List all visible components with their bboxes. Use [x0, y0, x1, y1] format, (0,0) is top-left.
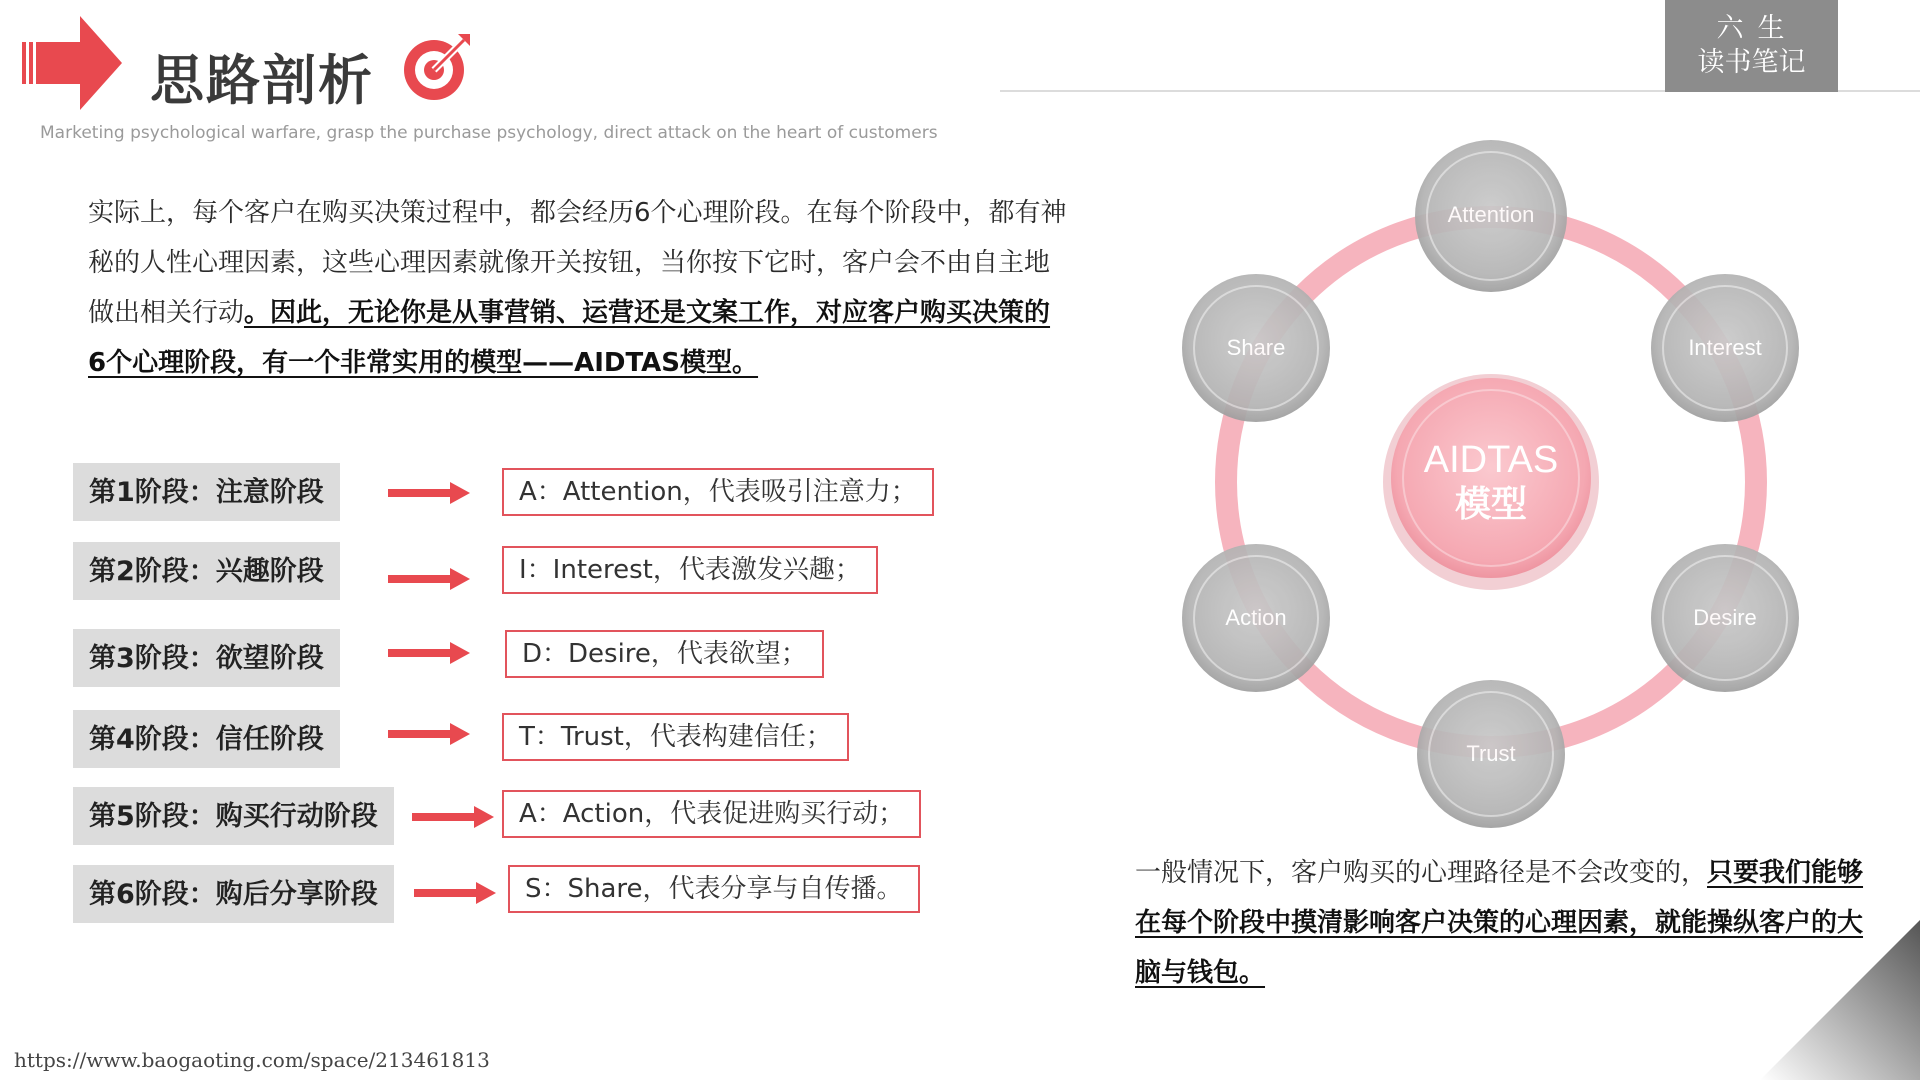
right-arrow-icon [388, 482, 470, 504]
stage-label-5: 第5阶段：购买行动阶段 [73, 787, 394, 845]
conclusion-paragraph [1135, 848, 1865, 998]
stage-desc-5: A：Action，代表促进购买行动； [502, 790, 921, 838]
right-arrow-icon [412, 806, 494, 828]
stage-label-2: 第2阶段：兴趣阶段 [73, 542, 340, 600]
red-arrow-icon [22, 14, 122, 114]
right-arrow-icon [388, 642, 470, 664]
stage-desc-1: A：Attention，代表吸引注意力； [502, 468, 934, 516]
intro-paragraph [88, 188, 1068, 388]
stage-desc-3: D：Desire，代表欲望； [505, 630, 824, 678]
diagram-center [1383, 374, 1599, 590]
node-trust [1417, 680, 1565, 828]
node-label-desire: Desire [1693, 605, 1757, 630]
node-attention [1415, 140, 1567, 292]
stage-desc-2: I：Interest，代表激发兴趣； [502, 546, 878, 594]
brand-line-2: 读书笔记 [1697, 47, 1806, 78]
center-subtitle: 模型 [1454, 484, 1528, 525]
node-share [1182, 274, 1330, 422]
node-action [1182, 544, 1330, 692]
aidtas-diagram [1160, 120, 1840, 840]
node-label-action: Action [1225, 605, 1287, 630]
right-arrow-icon [414, 882, 496, 904]
node-label-trust: Trust [1466, 741, 1516, 766]
stage-label-6: 第6阶段：购后分享阶段 [73, 865, 394, 923]
intro-text: 实际上，每个客户在购买决策过程中，都会经历6个心理阶段。在每个阶段中，都有神秘的人性心理因素，这些心理因素就像开关按钮，当你按下它时，客户会不由自主地做出相关行动 [88, 198, 1067, 328]
page-subtitle: Marketing psychological warfare, grasp the purchase psychology, direct attack on the heart of customers [40, 123, 938, 143]
node-label-interest: Interest [1688, 335, 1762, 360]
stage-label-4: 第4阶段：信任阶段 [73, 710, 340, 768]
brand-badge [1665, 0, 1838, 92]
brand-line-1: 六生 [1716, 13, 1799, 44]
page-title: 思路剖析 [150, 49, 374, 112]
conclusion-emphasis: 只要我们能够在每个阶段中摸清影响客户决策的心理因素，就能操纵客户的大脑与钱包。 [1135, 858, 1864, 988]
node-label-share: Share [1226, 335, 1286, 360]
right-arrow-icon [388, 568, 470, 590]
stage-desc-4: T：Trust，代表构建信任； [502, 713, 849, 761]
footer-url: https://www.baogaoting.com/space/213461813 [14, 1048, 490, 1072]
node-label-attention: Attention [1447, 202, 1535, 227]
conclusion-text: 一般情况下，客户购买的心理路径是不会改变的， [1135, 858, 1708, 888]
intro-emphasis: 。因此，无论你是从事营销、运营还是文案工作，对应客户购买决策的6个心理阶段，有一个非常实用的模型——AIDTAS模型。 [88, 298, 1051, 378]
corner-decoration [1760, 920, 1920, 1080]
stage-desc-6: S：Share，代表分享与自传播。 [508, 865, 920, 913]
center-title: AIDTAS [1423, 439, 1559, 481]
target-icon [400, 30, 474, 104]
stage-label-1: 第1阶段：注意阶段 [73, 463, 340, 521]
node-interest [1651, 274, 1799, 422]
stage-label-3: 第3阶段：欲望阶段 [73, 629, 340, 687]
node-desire [1651, 544, 1799, 692]
right-arrow-icon [388, 723, 470, 745]
